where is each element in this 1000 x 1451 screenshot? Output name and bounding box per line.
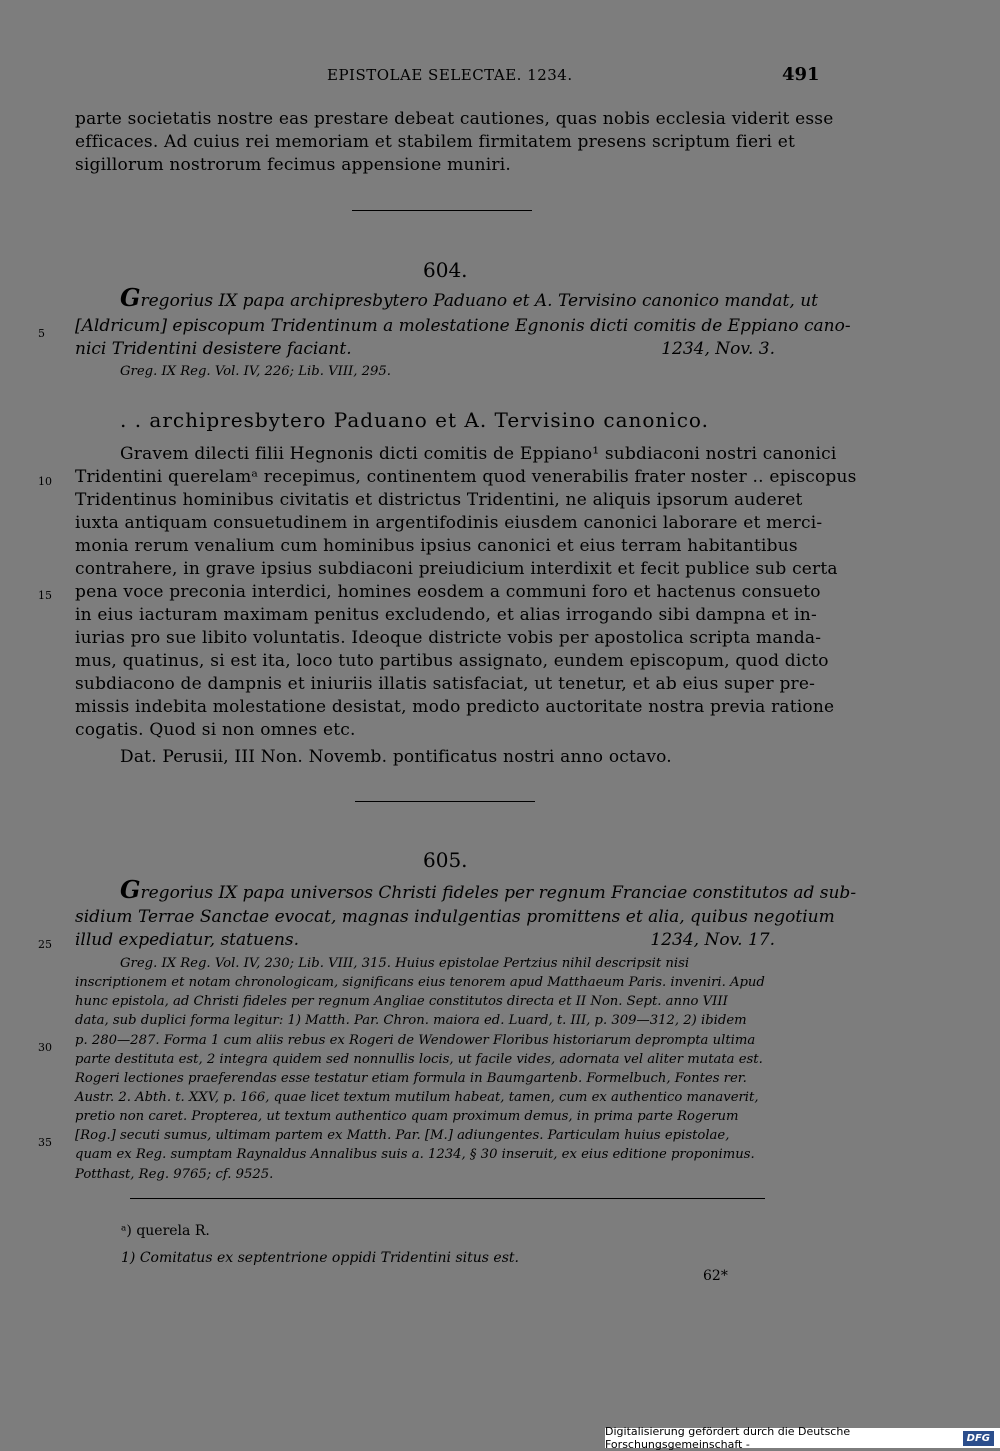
- summary-line: [75, 929, 775, 951]
- footnote: ᵃ) querela R.: [121, 1223, 210, 1239]
- body-line: subdiacono de dampnis et iniuriis illatis satisfaciat, ut tenetur, et ab eius super pre-: [75, 674, 816, 694]
- source-note-line: pretio non caret. Propterea, ut textum authentico quam proximum demus, in prima parte Rogerum: [75, 1109, 739, 1124]
- margin-line-number: 30: [38, 1041, 52, 1054]
- document-number-604: 604.: [423, 258, 468, 282]
- summary-line: [120, 283, 818, 312]
- margin-line-number: 5: [38, 327, 45, 340]
- body-line: monia rerum venalium cum hominibus ipsius canonici et eius terram habitantibus: [75, 536, 798, 556]
- summary-line: [Aldricum] episcopum Tridentinum a molestatione Egnonis dicti comitis de Eppiano cano-: [75, 316, 851, 336]
- body-line: Gravem dilecti filii Hegnonis dicti comitis de Eppiano¹ subdiaconi nostri canonici: [120, 444, 837, 464]
- source-note-line: quam ex Reg. sumptam Raynaldus Annalibus suis a. 1234, § 30 inseruit, ex eius editione proponimus.: [75, 1147, 755, 1162]
- dfg-logo: DFG: [963, 1431, 994, 1446]
- footnote-separator: [130, 1198, 765, 1199]
- page-header: [0, 64, 1000, 88]
- source-note-line: p. 280—287. Forma 1 cum aliis rebus ex Rogeri de Wendower Floribus historiarum deprompta ultima: [75, 1033, 756, 1048]
- margin-line-number: 15: [38, 589, 52, 602]
- body-line: iurias pro sue libito voluntatis. Ideoque districte vobis per apostolica scripta manda-: [75, 628, 822, 648]
- source-note-line: hunc epistola, ad Christi fideles per regnum Angliae constitutos directa et II Non. Sept. anno VIII: [75, 994, 728, 1009]
- body-line: in eius iacturam maximam penitus excludendo, et alias irrogando sibi dampna et in-: [75, 605, 817, 625]
- source-note-line: Rogeri lectiones praeferendas esse testatur etiam formula in Baumgartenb. Formelbuch, Fontes rer.: [75, 1071, 747, 1086]
- dfg-credit-bar: [605, 1425, 1000, 1451]
- dfg-credit-text: Digitalisierung gefördert durch die Deutsche Forschungsgemeinschaft -: [605, 1425, 851, 1451]
- body-line: pena voce preconia interdici, homines eosdem a communi foro et hactenus consueto: [75, 582, 821, 602]
- source-note-line: Potthast, Reg. 9765; cf. 9525.: [75, 1167, 274, 1182]
- intro-line: efficaces. Ad cuius rei memoriam et stabilem firmitatem presens scriptum fieri et: [75, 132, 796, 152]
- dating-clause: Dat. Perusii, III Non. Novemb. pontificatus nostri anno octavo.: [120, 747, 672, 767]
- body-line: mus, quatinus, si est ita, loco tuto partibus assignato, eundem episcopum, quod dicto: [75, 651, 829, 671]
- document-date: 1234, Nov. 17.: [650, 930, 775, 950]
- intro-line: sigillorum nostrorum fecimus appensione muniri.: [75, 155, 511, 175]
- section-divider: [352, 210, 532, 211]
- source-note-line: data, sub duplici forma legitur: 1) Matth. Par. Chron. maiora ed. Luard, t. III, p. 309—312, 2) ibidem: [75, 1013, 747, 1028]
- signature-mark: 62*: [703, 1268, 728, 1284]
- summary-line: sidium Terrae Sanctae evocat, magnas indulgentias promittens et alia, quibus negotium: [75, 907, 835, 927]
- section-divider: [355, 801, 535, 802]
- body-line: Tridentinus hominibus civitatis et districtus Tridentini, ne aliquis ipsorum auderet: [75, 490, 803, 510]
- body-line: iuxta antiquam consuetudinem in argentifodinis eiusdem canonici laborare et merci-: [75, 513, 823, 533]
- document-number-605: 605.: [423, 848, 468, 872]
- drop-initial: G: [120, 875, 141, 904]
- source-note-line: parte destituta est, 2 integra quidem sed nonnullis locis, ut facile vides, adornata vel aliter mutata est.: [75, 1052, 763, 1067]
- source-note-line: [Rog.] secuti sumus, ultimam partem ex Matth. Par. [M.] adiungentes. Particulam huius epistolae,: [75, 1128, 730, 1143]
- summary-line: [75, 338, 775, 360]
- summary-text: regorius IX papa archipresbytero Paduano et A. Tervisino canonico mandat, ut: [140, 291, 818, 311]
- summary-text: nici Tridentini desistere faciant.: [75, 339, 352, 359]
- running-title: EPISTOLAE SELECTAE. 1234.: [327, 66, 573, 84]
- margin-line-number: 35: [38, 1136, 52, 1149]
- summary-line: [120, 875, 857, 904]
- body-line: contrahere, in grave ipsius subdiaconi preiudicium interdixit et fecit publice sub certa: [75, 559, 838, 579]
- intro-line: parte societatis nostre eas prestare debeat cautiones, quas nobis ecclesia viderit esse: [75, 109, 834, 129]
- summary-text: illud expediatur, statuens.: [75, 930, 300, 950]
- document-date: 1234, Nov. 3.: [661, 339, 775, 359]
- body-line: cogatis. Quod si non omnes etc.: [75, 720, 356, 740]
- body-line: Tridentini querelamᵃ recepimus, continentem quod venerabilis frater noster .. episcopus: [75, 467, 857, 487]
- address-line: . . archipresbytero Paduano et A. Tervisino canonico.: [120, 408, 709, 432]
- source-note-line: Austr. 2. Abth. t. XXV, p. 166, quae licet textum mutilum habeat, tamen, cum ex authentico manaverit,: [75, 1090, 759, 1105]
- margin-line-number: 25: [38, 938, 52, 951]
- margin-line-number: 10: [38, 475, 52, 488]
- source-reference: Greg. IX Reg. Vol. IV, 226; Lib. VIII, 295.: [120, 364, 391, 379]
- summary-text: regorius IX papa universos Christi fideles per regnum Franciae constitutos ad sub-: [140, 883, 857, 903]
- body-line: missis indebita molestatione desistat, modo predicto auctoritate nostra previa ratione: [75, 697, 835, 717]
- source-note-line: inscriptionem et notam chronologicam, significans eius tenorem apud Matthaeum Paris. inveniri. Apud: [75, 975, 765, 990]
- page-number: 491: [782, 64, 820, 85]
- source-note-line: Greg. IX Reg. Vol. IV, 230; Lib. VIII, 315. Huius epistolae Pertzius nihil descripsit nisi: [120, 956, 690, 971]
- footnote: 1) Comitatus ex septentrione oppidi Tridentini situs est.: [121, 1250, 519, 1266]
- drop-initial: G: [120, 283, 141, 312]
